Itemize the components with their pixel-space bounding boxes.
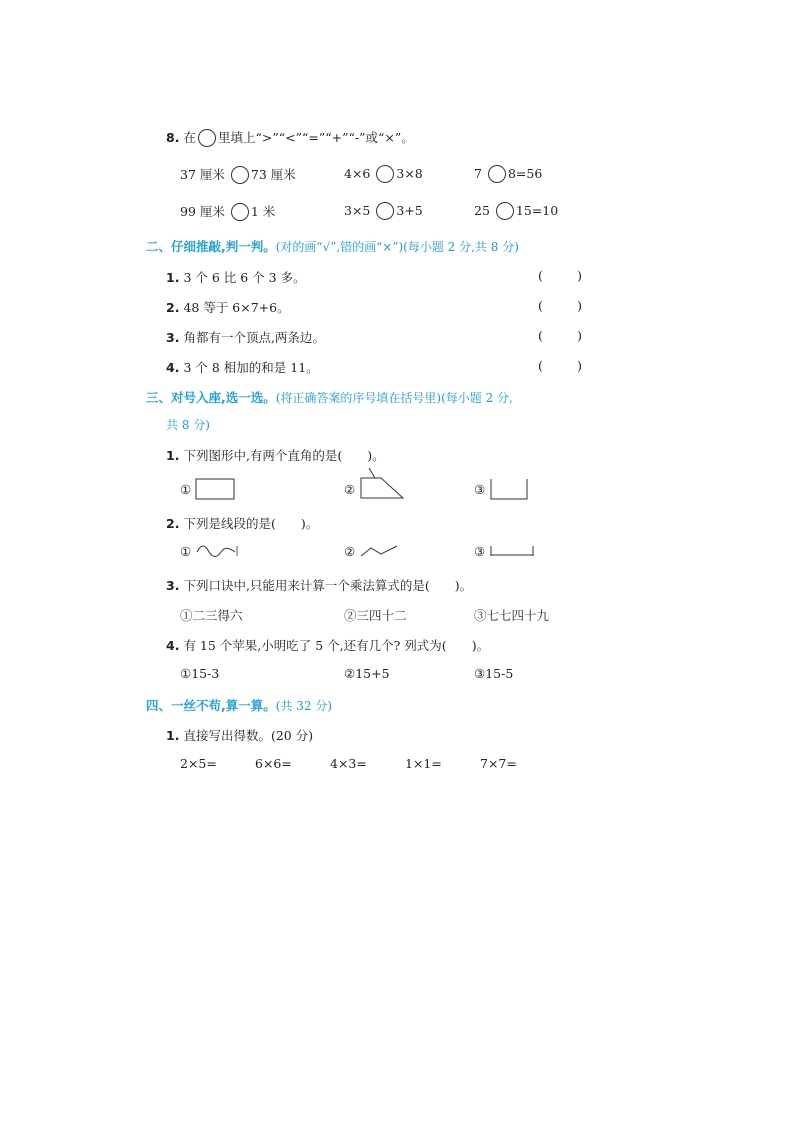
question-text: 下列图形中,有两个直角的是( )。 bbox=[183, 448, 385, 463]
zigzag-line-icon bbox=[359, 544, 401, 558]
choice-question bbox=[166, 636, 489, 654]
item-number: 1. bbox=[166, 270, 180, 285]
section-3-heading-cont bbox=[166, 416, 210, 433]
option-1[interactable]: ①15-3 bbox=[180, 666, 220, 681]
q8-item-right: 15=10 bbox=[515, 203, 559, 218]
answer-circle-icon[interactable] bbox=[376, 202, 394, 220]
item-text: 3 个 8 相加的和是 11。 bbox=[183, 360, 319, 375]
option-1[interactable] bbox=[180, 544, 239, 559]
question-text: 下列口诀中,只能用来计算一个乘法算式的是( )。 bbox=[183, 578, 473, 593]
option-1[interactable]: ①二三得六 bbox=[180, 608, 243, 623]
q8-item bbox=[180, 165, 296, 184]
option-1[interactable] bbox=[180, 478, 235, 500]
section-3-note-cont: 共 8 分) bbox=[166, 418, 210, 432]
q8-item-left: 7 bbox=[474, 166, 482, 181]
option-marker: ② bbox=[344, 482, 356, 497]
open-rectangle-shape-icon bbox=[489, 478, 529, 500]
question-text: 下列是线段的是( )。 bbox=[183, 516, 319, 531]
answer-circle-icon bbox=[198, 129, 216, 147]
option-3[interactable] bbox=[474, 478, 529, 500]
calc-item[interactable]: 1×1= bbox=[405, 756, 442, 771]
calc-item[interactable]: 6×6= bbox=[255, 756, 292, 771]
section-4-note: (共 32 分) bbox=[275, 699, 333, 713]
q8-item bbox=[474, 165, 542, 183]
option-2[interactable] bbox=[344, 466, 405, 500]
section-2-title: 二、仔细推敲,判一判。 bbox=[146, 239, 276, 254]
bracket-open: ( bbox=[538, 298, 543, 313]
item-number: 2. bbox=[166, 300, 180, 315]
calc-item[interactable]: 2×5= bbox=[180, 756, 217, 771]
q8-item-right: 8=56 bbox=[507, 166, 543, 181]
answer-circle-icon[interactable] bbox=[376, 165, 394, 183]
question-number: 4. bbox=[166, 638, 180, 653]
q8-item bbox=[344, 202, 423, 220]
judge-item bbox=[166, 268, 306, 286]
option-marker: ③ bbox=[474, 544, 486, 559]
choice-question bbox=[166, 446, 385, 464]
option-3[interactable] bbox=[474, 544, 535, 559]
section-3-heading bbox=[146, 388, 513, 406]
item-text: 3 个 6 比 6 个 3 多。 bbox=[183, 270, 306, 285]
answer-circle-icon[interactable] bbox=[231, 166, 249, 184]
option-2[interactable]: ②三四十二 bbox=[344, 608, 407, 623]
bracket-open: ( bbox=[538, 268, 543, 283]
q8-item-left: 99 厘米 bbox=[180, 204, 225, 219]
q8-item-right: 73 厘米 bbox=[250, 167, 296, 182]
section-2-heading bbox=[146, 237, 519, 255]
answer-circle-icon[interactable] bbox=[496, 202, 514, 220]
choice-question bbox=[166, 576, 472, 594]
option-marker: ③ bbox=[474, 482, 486, 497]
q8-text-pre: 在 bbox=[183, 130, 196, 145]
item-text: 角都有一个顶点,两条边。 bbox=[183, 330, 325, 345]
item-number: 4. bbox=[166, 360, 180, 375]
option-2[interactable] bbox=[344, 544, 401, 559]
bracket-close: ) bbox=[577, 298, 582, 313]
option-2[interactable]: ②15+5 bbox=[344, 666, 390, 681]
bracket-open: ( bbox=[538, 358, 543, 373]
q8-item-left: 3×5 bbox=[344, 203, 371, 218]
section-2-note: (对的画“√”,错的画“×”)(每小题 2 分,共 8 分) bbox=[275, 240, 519, 254]
judge-item bbox=[166, 298, 290, 316]
q8-item bbox=[474, 202, 558, 220]
section-4-title: 四、一丝不苟,算一算。 bbox=[146, 698, 276, 713]
line-segment-icon bbox=[489, 544, 535, 558]
answer-circle-icon[interactable] bbox=[488, 165, 506, 183]
answer-circle-icon[interactable] bbox=[231, 203, 249, 221]
question-number: 2. bbox=[166, 516, 180, 531]
section-3-title: 三、对号入座,选一选。 bbox=[146, 390, 276, 405]
q8-text-post: 里填上“>”“<”“=”“+”“-”或“×”。 bbox=[217, 130, 414, 145]
option-marker: ① bbox=[180, 544, 192, 559]
rectangle-shape-icon bbox=[195, 478, 235, 500]
q8-item-left: 4×6 bbox=[344, 166, 371, 181]
judge-item bbox=[166, 358, 319, 376]
option-marker: ① bbox=[180, 482, 192, 497]
choice-question bbox=[166, 514, 318, 532]
option-3[interactable]: ③15-5 bbox=[474, 666, 514, 681]
option-marker: ② bbox=[344, 544, 356, 559]
item-text: 48 等于 6×7+6。 bbox=[183, 300, 290, 315]
question-number: 1. bbox=[166, 728, 180, 743]
judge-item bbox=[166, 328, 325, 346]
wavy-line-icon bbox=[195, 544, 239, 558]
q8-item-right: 1 米 bbox=[250, 204, 276, 219]
section-3-note: (将正确答案的序号填在括号里)(每小题 2 分, bbox=[275, 391, 513, 405]
section-4-heading bbox=[146, 696, 332, 714]
item-number: 3. bbox=[166, 330, 180, 345]
q8-item-right: 3+5 bbox=[396, 203, 423, 218]
option-3[interactable]: ③七七四十九 bbox=[474, 608, 550, 623]
question-text: 直接写出得数。(20 分) bbox=[183, 728, 314, 743]
question-number: 3. bbox=[166, 578, 180, 593]
q8-prompt bbox=[166, 128, 414, 147]
question-number: 1. bbox=[166, 448, 180, 463]
q8-item-left: 37 厘米 bbox=[180, 167, 225, 182]
q8-item-left: 25 bbox=[474, 203, 490, 218]
bracket-close: ) bbox=[577, 328, 582, 343]
bracket-close: ) bbox=[577, 268, 582, 283]
bracket-open: ( bbox=[538, 328, 543, 343]
q8-item-right: 3×8 bbox=[396, 166, 423, 181]
bracket-close: ) bbox=[577, 358, 582, 373]
calc-item[interactable]: 7×7= bbox=[480, 756, 517, 771]
q8-number: 8. bbox=[166, 130, 180, 145]
question-text: 有 15 个苹果,小明吃了 5 个,还有几个? 列式为( )。 bbox=[183, 638, 490, 653]
calc-item[interactable]: 4×3= bbox=[330, 756, 367, 771]
q8-item bbox=[344, 165, 423, 183]
trapezoid-shape-icon bbox=[359, 466, 405, 500]
q8-item bbox=[180, 202, 275, 221]
calc-question bbox=[166, 726, 313, 744]
